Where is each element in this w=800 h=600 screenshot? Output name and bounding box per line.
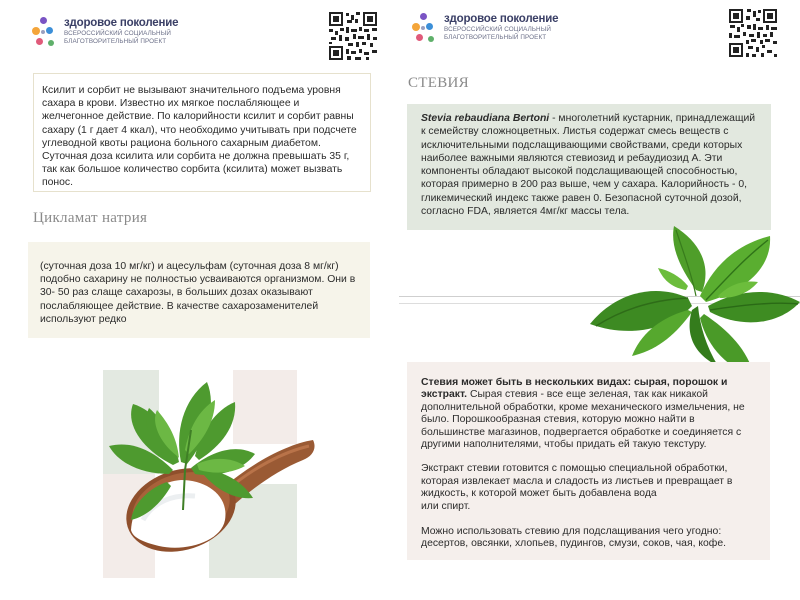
stevia-forms-text: Сырая стевия - все еще зеленая, так как никакой дополнительной обработки, кроме механического измельчения, не было. Порошкообразная стевия, которую можно найти в большинстве магазинов, подвергается обработке и соединяется с другими наполнителями, чтобы придать ей такую текстуру.	[421, 389, 745, 451]
cyclamate-text: (суточная доза 10 мг/кг) и ацесульфам (суточная доза 8 мг/кг) подобно сахарину не полностью усваиваются организмом. Они в 30- 50 раз слаще сахарозы, в больших дозах оказывают послабляющее действие. В качестве сахарозаменителей используют редко	[40, 261, 356, 325]
stevia-latin-name: Stevia rebaudiana Bertoni	[421, 113, 550, 124]
stevia-description	[407, 104, 771, 218]
stevia-heading: СТЕВИЯ	[408, 75, 469, 91]
brand-logo-right	[412, 13, 558, 47]
brand-subtitle-1: ВСЕРОССИЙСКИЙ СОЦИАЛЬНЫЙ	[444, 26, 552, 33]
stevia-forms-paragraph	[421, 377, 756, 451]
brand-name: здоровое поколение	[444, 13, 559, 25]
brand-subtitle-1: ВСЕРОССИЙСКИЙ СОЦИАЛЬНЫЙ	[64, 30, 172, 37]
logo-mark-icon	[412, 13, 438, 47]
stevia-forms-textbox	[407, 362, 770, 560]
xylitol-text: Ксилит и сорбит не вызывают значительного подъема уровня сахара в крови. Известно их мягкое послабляющее и желчегонное действие. По калорийности ксилит и сорбит равны сахару (1 г дает 4 ккал), что необходимо учитывать при подсчете углеводной квоты рациона больного сахарным диабетом. Суточная доза ксилита или сорбита не должна превышать 35 г, так как большое количество сорбита (ксилита) может вызвать понос.	[42, 85, 357, 189]
cyclamate-textbox	[28, 242, 370, 338]
qr-code-icon	[329, 12, 377, 60]
stevia-textbox	[407, 104, 771, 230]
logo-mark-icon	[32, 17, 58, 51]
qr-code-icon	[729, 9, 777, 57]
stevia-forms-title: Стевия может быть в нескольких видах: сырая, порошок и экстракт.	[421, 377, 728, 401]
xylitol-textbox	[33, 73, 371, 192]
cyclamate-heading: Цикламат натрия	[33, 210, 148, 226]
brand-subtitle-2: БЛАГОТВОРИТЕЛЬНЫЙ ПРОЕКТ	[64, 38, 167, 45]
stevia-text: - многолетний кустарник, принадлежащий к семейству сложноцветных. Листья содержат смесь веществ с исключительными подслащивающими свойствами, среди которых наиболее важными являются стевиозид и ребаудиозид А. Эти компоненты обладают высокой подслащивающей способностью, которая примерно в 200 раз выше, чем у сахара. Калорийность - 0, гликемический индекс также равен 0. Безопасной суточной дозой, согласно FDA, является 4мг/кг массы тела.	[421, 113, 756, 218]
stevia-leaves-image	[588, 226, 800, 376]
stevia-powder-image	[103, 370, 318, 578]
brand-subtitle-2: БЛАГОТВОРИТЕЛЬНЫЙ ПРОЕКТ	[444, 34, 547, 41]
stevia-extract-text: Экстракт стевии готовится с помощью специальной обработки, которая извлекает масла и сладость из листьев и превращает в жидкость, к которой может быть добавлена вода или спирт.	[421, 463, 733, 512]
brand-name: здоровое поколение	[64, 17, 179, 29]
brand-logo-left	[32, 17, 178, 51]
stevia-usage-text: Можно использовать стевию для подслащивания чего угодно: десертов, овсянки, хлопьев, пудингов, смузи, соков, чая, кофе.	[421, 526, 726, 550]
